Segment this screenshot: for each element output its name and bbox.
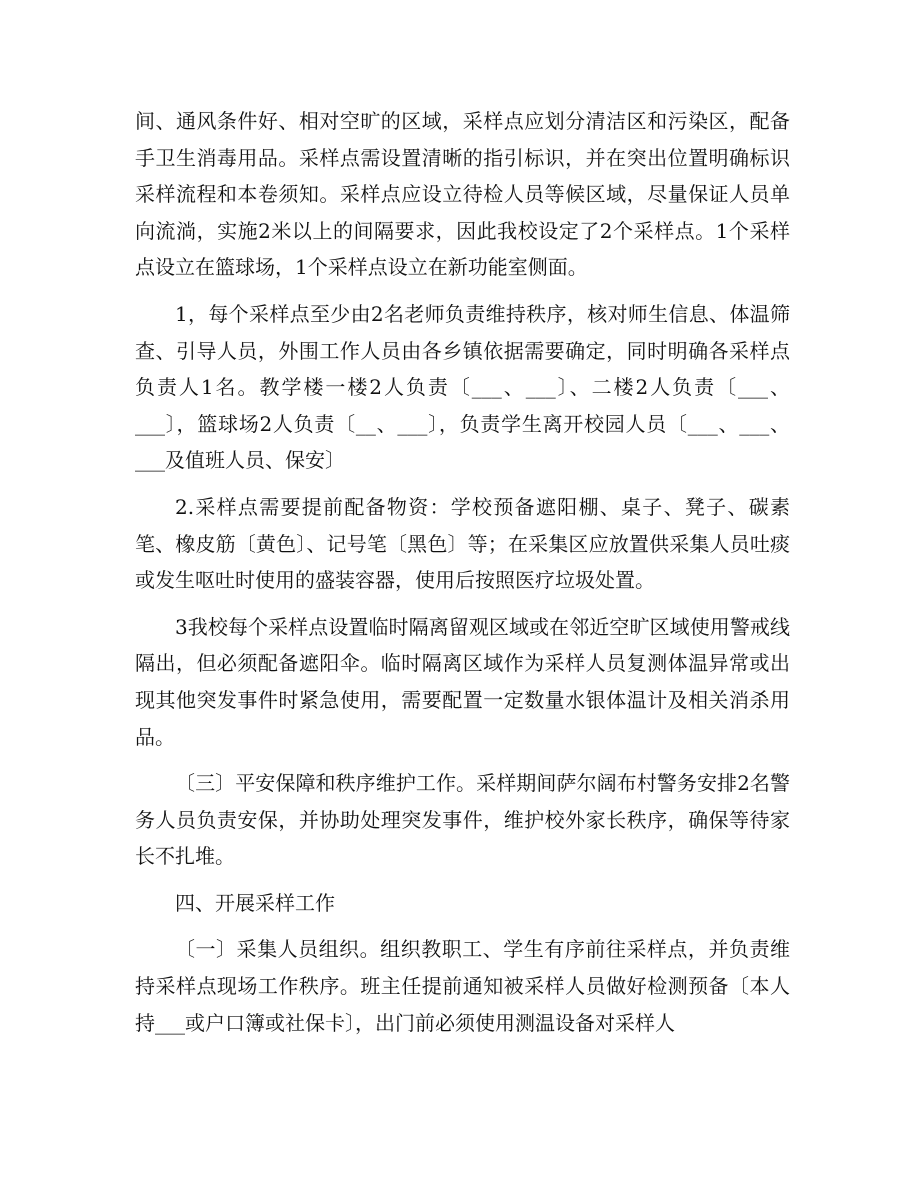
paragraph-personnel-organization: 〔一〕采集人员组织。组织教职工、学生有序前往采样点，并负责维持采样点现场工作秩序。班主任提前通知被采样人员做好检测预备〔本人持___或户口簿或社保卡〕，出门前必须使用测温设备对采样人 bbox=[135, 937, 790, 1035]
paragraph-supplies: 2.采样点需要提前配备物资：学校预备遮阳棚、桌子、凳子、碳素笔、橡皮筋〔黄色〕、记号笔〔黑色〕等；在采集区应放置供采集人员吐痰或发生呕吐时使用的盛装容器，使用后按照医疗垃圾处置。 bbox=[135, 494, 790, 593]
section-heading-sampling-work: 四、开展采样工作 bbox=[175, 890, 335, 915]
paragraph-isolation-area: 3我校每个采样点设置临时隔离留观区域或在邻近空旷区域使用警戒线隔出，但必须配备遮阳伞。临时隔离区域作为采样人员复测体温异常或出现其他突发事件时紧急使用，需要配置一定数量水银体温计及相关消杀用品。 bbox=[135, 614, 790, 749]
paragraph-security: 〔三〕平安保障和秩序维护工作。采样期间萨尔阔布村警务安排2名警务人员负责安保，并协助处理突发事件，维护校外家长秩序，确保等待家长不扎堆。 bbox=[135, 771, 790, 869]
paragraph-staff-assignment: 1，每个采样点至少由2名老师负责维持秩序，核对师生信息、体温筛查、引导人员，外围工作人员由各乡镇依据需要确定，同时明确各采样点负责人1名。教学楼一楼2人负责〔___、___〕、二楼2人负责〔___、___〕，篮球场2人负责〔__、___〕，负责学生离开校园人员〔___、___、___及值班人员、保安〕 bbox=[135, 301, 790, 473]
document-body bbox=[135, 103, 790, 1051]
paragraph-sampling-site-layout: 间、通风条件好、相对空旷的区域，采样点应划分清洁区和污染区，配备手卫生消毒用品。采样点需设置清晰的指引标识，并在突出位置明确标识采样流程和本卷须知。采样点应设立待检人员等候区域，尽量保证人员单向流淌，实施2米以上的间隔要求，因此我校设定了2个采样点。1个采样点设立在篮球场，1个采样点设立在新功能室侧面。 bbox=[135, 109, 790, 280]
